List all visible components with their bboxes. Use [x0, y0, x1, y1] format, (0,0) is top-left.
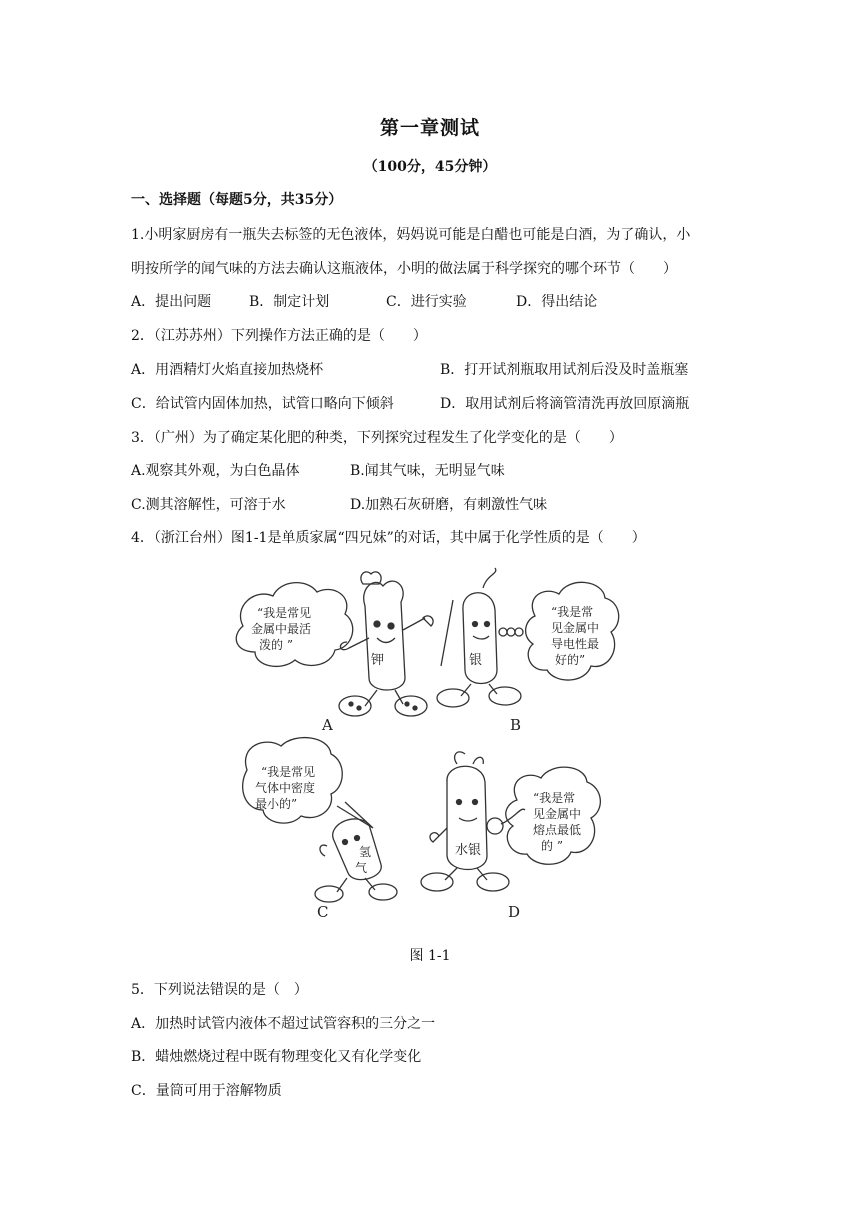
- bubble-c-line3: 最小的”: [255, 797, 298, 811]
- character-mercury: [421, 752, 525, 891]
- bubble-a-line3: 泼的 ”: [259, 638, 293, 652]
- q1-option-a: A．提出问题: [131, 294, 212, 310]
- panel-b: [437, 568, 619, 734]
- character-c-name-2: 气: [355, 861, 368, 875]
- q3-option-c: C.测其溶解性，可溶于水: [131, 497, 286, 513]
- bubble-b-line1: “我是常: [551, 605, 594, 619]
- character-d-name: 水银: [455, 843, 482, 858]
- bubble-a-line1: “我是常见: [257, 606, 312, 620]
- q2-option-d: D．取用试剂后将滴管清洗再放回原滴瓶: [440, 396, 690, 412]
- bubble-b-line4: 好的”: [555, 653, 586, 667]
- q3-stem: 3．（广州）为了确定某化肥的种类，下列探究过程发生了化学变化的是（ ）: [131, 430, 623, 446]
- panel-b-letter: B: [510, 716, 522, 734]
- q5-option-b: B．蜡烛燃烧过程中既有物理变化又有化学变化: [131, 1049, 422, 1065]
- q4-stem: 4．（浙江台州）图1-1是单质家属“四兄妹”的对话，其中属于化学性质的是（ ）: [131, 530, 646, 546]
- q1-option-c: C．进行实验: [386, 294, 467, 310]
- q1-option-d: D．得出结论: [516, 294, 598, 310]
- q2-option-a: A．用酒精灯火焰直接加热烧杯: [131, 362, 324, 378]
- character-hydrogen: [315, 815, 397, 902]
- panel-c: [243, 738, 397, 921]
- bubble-d-line3: 熔点最低: [533, 823, 582, 837]
- panel-c-letter: C: [317, 903, 329, 921]
- character-c-name-1: 氢: [359, 845, 372, 859]
- q2-option-c: C．给试管内固体加热，试管口略向下倾斜: [131, 396, 394, 412]
- bubble-a-line2: 金属中最活: [251, 622, 312, 636]
- section-heading: 一、选择题（每题5分，共35分）: [131, 192, 343, 208]
- q1-stem-line2: 明按所学的闻气味的方法去确认这瓶液体，小明的做法属于科学探究的哪个环节（ ）: [131, 261, 677, 277]
- figure-four-siblings: [225, 566, 635, 926]
- q3-option-d: D.加熟石灰研磨，有刺激性气味: [350, 497, 548, 513]
- q3-option-a: A.观察其外观，为白色晶体: [131, 463, 300, 479]
- bubble-d-line1: “我是常: [533, 791, 576, 805]
- q1-option-b: B．制定计划: [249, 294, 330, 310]
- bubble-d-line2: 见金属中: [533, 807, 582, 821]
- figure-caption: 图 1-1: [409, 948, 451, 964]
- character-potassium: [339, 572, 433, 716]
- bubble-c-line2: 气体中密度: [255, 781, 316, 795]
- bubble-b-line3: 导电性最: [551, 637, 600, 651]
- page-title: 第一章测试: [379, 117, 480, 139]
- q5-stem: 5．下列说法错误的是（ ）: [131, 982, 308, 998]
- bubble-c-line1: “我是常见: [261, 765, 316, 779]
- panel-d: [421, 752, 600, 921]
- q3-option-b: B.闻其气味，无明显气味: [350, 463, 505, 479]
- q5-option-c: C．量筒可用于溶解物质: [131, 1083, 282, 1099]
- bubble-b-line2: 见金属中: [551, 621, 600, 635]
- panel-d-letter: D: [508, 903, 521, 921]
- character-a-name: 钾: [371, 653, 385, 668]
- panel-a: [236, 572, 433, 734]
- q2-option-b: B．打开试剂瓶取用试剂后没及时盖瓶塞: [440, 362, 689, 378]
- q5-option-a: A．加热时试管内液体不超过试管容积的三分之一: [131, 1016, 436, 1032]
- q2-stem: 2．（江苏苏州）下列操作方法正确的是（ ）: [131, 328, 427, 344]
- bubble-d-line4: 的 ”: [541, 839, 563, 853]
- character-silver: [437, 568, 523, 707]
- q1-stem-line1: 1.小明家厨房有一瓶失去标签的无色液体，妈妈说可能是白醋也可能是白酒，为了确认，小: [131, 227, 691, 243]
- character-b-name: 银: [469, 653, 483, 668]
- panel-a-letter: A: [322, 716, 333, 734]
- page-subtitle: （100分，45分钟）: [363, 159, 497, 175]
